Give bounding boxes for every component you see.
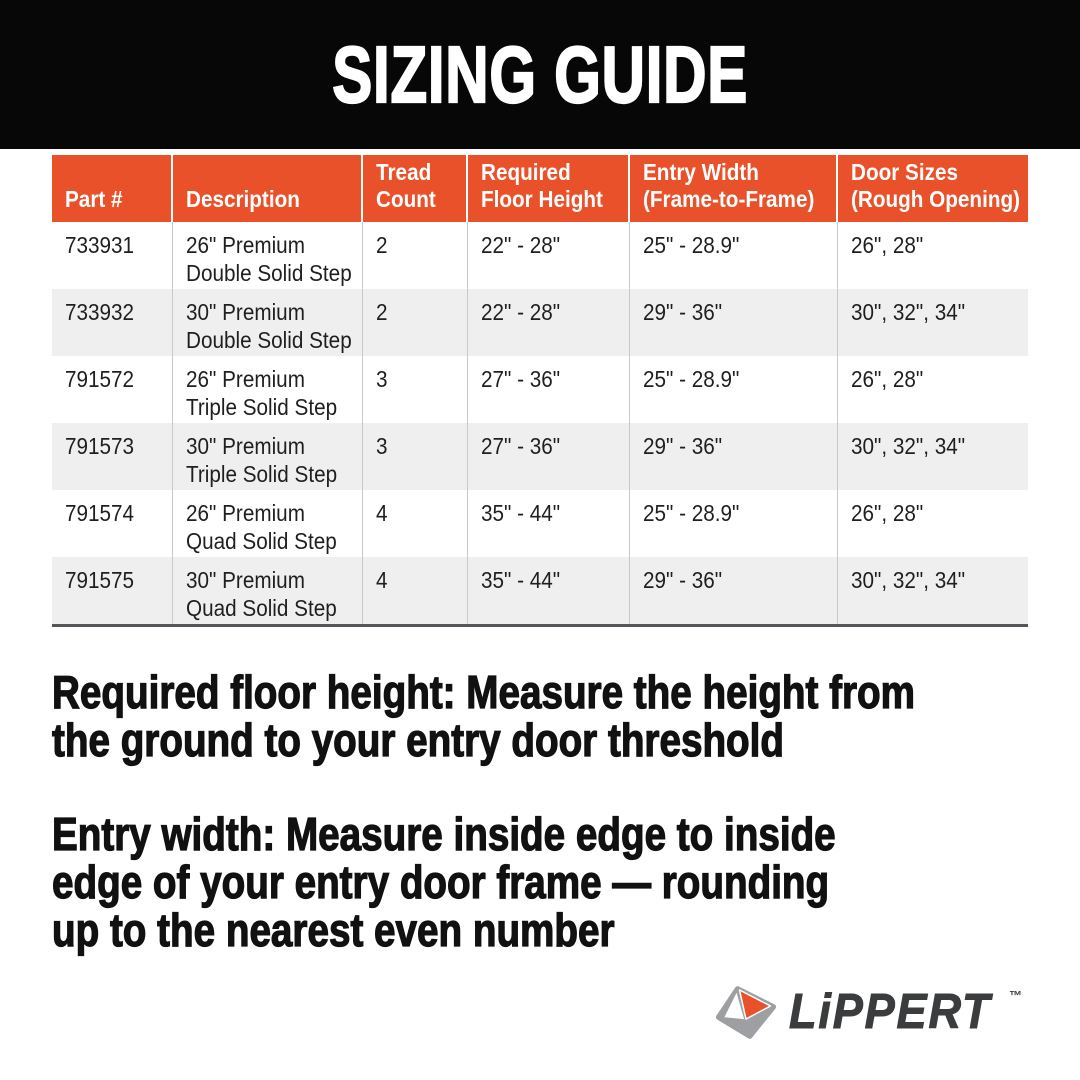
table-row (52, 557, 1028, 624)
cell-description: 30" Premium Quad Solid Step (173, 557, 363, 624)
cell-floor-height: 22" - 28" (468, 222, 630, 289)
note-line: Entry width: Measure inside edge to inside (52, 808, 836, 860)
lippert-logo (715, 986, 1022, 1039)
cell-door-sizes: 30", 32", 34" (838, 423, 1028, 490)
cell-part-number: 791572 (52, 356, 173, 423)
header-door-sizes: Door Sizes (Rough Opening) (838, 155, 1028, 222)
cell-part-number: 791573 (52, 423, 173, 490)
cell-entry-width: 25" - 28.9" (630, 356, 838, 423)
cell-part-number: 791575 (52, 557, 173, 624)
cell-entry-width: 29" - 36" (630, 289, 838, 356)
cell-door-sizes: 26", 28" (838, 490, 1028, 557)
note-line: Required floor height: Measure the height from (52, 666, 916, 718)
page-title: SIZING GUIDE (332, 29, 748, 119)
cell-part-number: 733931 (52, 222, 173, 289)
cell-description: 26" Premium Quad Solid Step (173, 490, 363, 557)
cell-description: 30" Premium Double Solid Step (173, 289, 363, 356)
cell-entry-width: 25" - 28.9" (630, 222, 838, 289)
table-row (52, 222, 1028, 289)
cell-entry-width: 29" - 36" (630, 557, 838, 624)
note-line: up to the nearest even number (52, 904, 615, 956)
note-line: edge of your entry door frame — rounding (52, 856, 830, 908)
header-required-floor-height: Required Floor Height (468, 155, 630, 222)
cell-tread-count: 2 (363, 222, 468, 289)
table-row (52, 490, 1028, 557)
cell-door-sizes: 26", 28" (838, 356, 1028, 423)
cell-part-number: 733932 (52, 289, 173, 356)
lippert-wordmark: LiPPERT (789, 985, 992, 1039)
table-row (52, 356, 1028, 423)
cell-floor-height: 35" - 44" (468, 490, 630, 557)
cell-description: 26" Premium Triple Solid Step (173, 356, 363, 423)
cell-tread-count: 3 (363, 423, 468, 490)
cell-description: 26" Premium Double Solid Step (173, 222, 363, 289)
cell-door-sizes: 26", 28" (838, 222, 1028, 289)
header-entry-width: Entry Width (Frame-to-Frame) (630, 155, 838, 222)
table-row (52, 423, 1028, 490)
header-part-number: Part # (52, 155, 173, 222)
title-banner (0, 0, 1080, 149)
cell-tread-count: 4 (363, 490, 468, 557)
table-header-row (52, 155, 1028, 222)
lippert-mark-icon (715, 986, 777, 1039)
cell-door-sizes: 30", 32", 34" (838, 557, 1028, 624)
cell-floor-height: 27" - 36" (468, 423, 630, 490)
header-description: Description (173, 155, 363, 222)
trademark-symbol: ™ (1009, 988, 1023, 1003)
note-line: the ground to your entry door threshold (52, 714, 784, 766)
header-tread-count: Tread Count (363, 155, 468, 222)
cell-floor-height: 27" - 36" (468, 356, 630, 423)
note-required-floor-height (52, 668, 1052, 764)
table-row (52, 289, 1028, 356)
cell-tread-count: 3 (363, 356, 468, 423)
cell-floor-height: 22" - 28" (468, 289, 630, 356)
cell-entry-width: 29" - 36" (630, 423, 838, 490)
cell-entry-width: 25" - 28.9" (630, 490, 838, 557)
cell-tread-count: 2 (363, 289, 468, 356)
cell-description: 30" Premium Triple Solid Step (173, 423, 363, 490)
cell-floor-height: 35" - 44" (468, 557, 630, 624)
note-entry-width (52, 810, 1052, 954)
measurement-notes (52, 668, 1052, 1000)
cell-door-sizes: 30", 32", 34" (838, 289, 1028, 356)
sizing-table (52, 155, 1028, 627)
cell-part-number: 791574 (52, 490, 173, 557)
cell-tread-count: 4 (363, 557, 468, 624)
